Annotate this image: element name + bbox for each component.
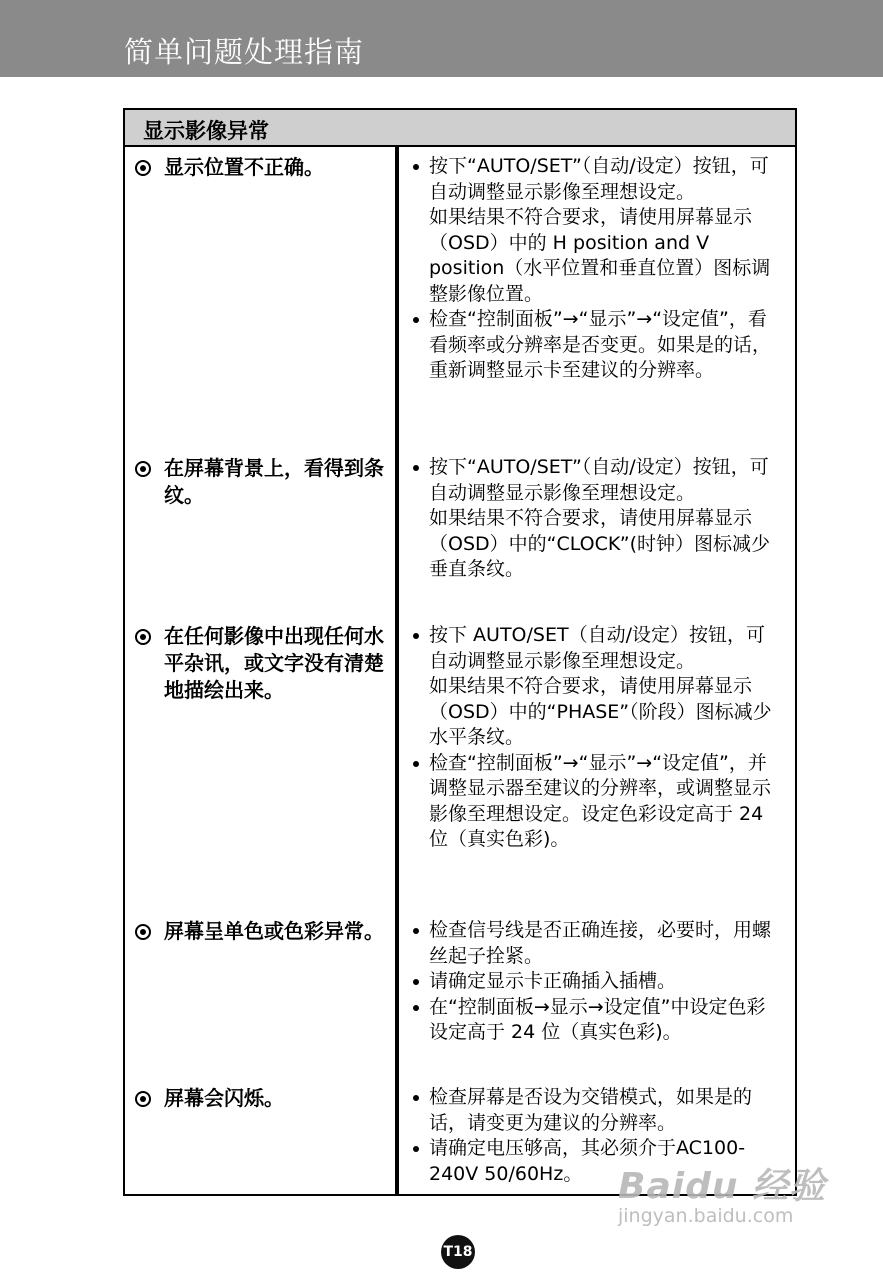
- solution-cell: [411, 154, 775, 384]
- problem-text: 显示位置不正确。: [164, 155, 324, 179]
- solution-paragraph: 请确定显示卡正确插入插槽。: [429, 970, 677, 992]
- watermark: [618, 1158, 826, 1227]
- watermark-url: jingyan.baidu.com: [618, 1205, 794, 1227]
- problem-cell: [135, 455, 385, 509]
- troubleshooting-table: [123, 108, 797, 1196]
- problem-cell: [135, 154, 385, 181]
- solution-item: [411, 751, 775, 853]
- solution-paragraph: 请确定电压够高，其必须介于AC100-240V 50/60Hz。: [429, 1137, 746, 1185]
- solution-paragraph: 检查“控制面板”→“显示”→“设定值”，并调整显示器至建议的分辨率，或调整显示影像至理想设定。设定色彩设定高于 24 位（真实色彩)。: [429, 751, 772, 850]
- solution-paragraph: 检查屏幕是否设为交错模式，如果是的话，请变更为建议的分辨率。: [429, 1086, 753, 1134]
- solution-item: [411, 1085, 775, 1136]
- page-number: T18: [441, 1235, 475, 1269]
- section-title: 显示影像异常: [143, 119, 269, 143]
- circle-bullet-icon: [135, 924, 151, 940]
- watermark-logo: Baidu 经验: [618, 1166, 827, 1207]
- problem-text: 在任何影像中出现任何水平杂讯，或文字没有清楚地描绘出来。: [164, 624, 384, 702]
- solution-item: [411, 918, 775, 969]
- solution-item: [411, 995, 775, 1046]
- solution-paragraph: 如果结果不符合要求，请使用屏幕显示（OSD）中的 H position and V position（水平位置和垂直位置）图标调整影像位置。: [429, 206, 771, 305]
- solution-cell: [411, 455, 775, 583]
- circle-bullet-icon: [135, 461, 151, 477]
- section-header: [125, 110, 795, 147]
- solution-paragraph: 按下 AUTO/SET（自动/设定）按钮，可自动调整显示影像至理想设定。: [429, 624, 765, 672]
- solution-paragraph: 按下“AUTO/SET”（自动/设定）按钮，可自动调整显示影像至理想设定。: [429, 155, 769, 203]
- solution-item: [411, 455, 775, 583]
- header-band: [0, 0, 883, 77]
- solution-paragraph: 在“控制面板→显示→设定值”中设定色彩设定高于 24 位（真实色彩)。: [429, 995, 766, 1043]
- problem-cell: [135, 918, 385, 945]
- solution-paragraph: 检查“控制面板”→“显示”→“设定值”，看看频率或分辨率是否变更。如果是的话，重新调整显示卡至建议的分辨率。: [429, 308, 772, 381]
- solution-item: [411, 307, 775, 384]
- page-title: 简单问题处理指南: [124, 35, 365, 69]
- solution-paragraph: 按下“AUTO/SET”（自动/设定）按钮，可自动调整显示影像至理想设定。: [429, 456, 769, 504]
- solution-paragraph: 如果结果不符合要求，请使用屏幕显示（OSD）中的“PHASE”（阶段）图标减少水平条纹。: [429, 675, 772, 748]
- circle-bullet-icon: [135, 629, 151, 645]
- solution-item: [411, 154, 775, 307]
- solution-item: [411, 623, 775, 751]
- problem-cell: [135, 1085, 385, 1112]
- solution-paragraph: 如果结果不符合要求，请使用屏幕显示（OSD）中的“CLOCK”(时钟）图标减少垂直条纹。: [429, 507, 771, 580]
- problem-text: 屏幕呈单色或色彩异常。: [164, 919, 384, 943]
- solution-paragraph: 检查信号线是否正确连接，必要时，用螺丝起子拴紧。: [429, 919, 772, 967]
- solution-cell: [411, 623, 775, 853]
- circle-bullet-icon: [135, 1091, 151, 1107]
- solution-cell: [411, 918, 775, 1046]
- circle-bullet-icon: [135, 160, 151, 176]
- problem-cell: [135, 623, 385, 704]
- solution-item: [411, 969, 775, 995]
- problem-text: 屏幕会闪烁。: [164, 1086, 284, 1110]
- column-divider: [395, 147, 399, 1196]
- problem-text: 在屏幕背景上，看得到条纹。: [164, 456, 384, 507]
